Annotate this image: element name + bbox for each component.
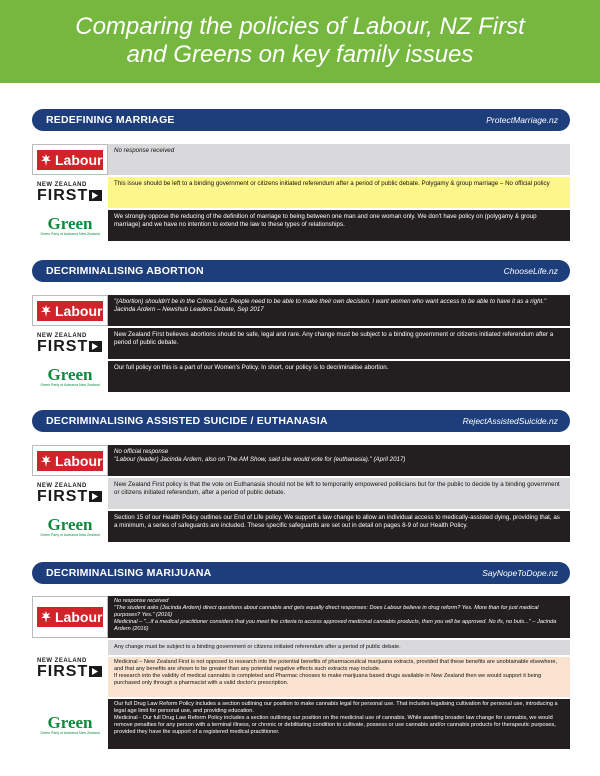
- arrow-icon: [89, 341, 102, 352]
- green-row: [32, 511, 570, 542]
- green-logo: Green Green Party of Aotearoa New Zealand: [40, 365, 100, 387]
- rose-icon: [40, 610, 52, 624]
- page-title-line-1: Comparing the policies of Labour, NZ First: [75, 13, 525, 40]
- section-website: ProtectMarriage.nz: [486, 115, 558, 125]
- section-redefining-marriage: [32, 109, 570, 243]
- section-website: SayNopeToDope.nz: [482, 568, 558, 578]
- nzfirst-row: [32, 177, 570, 208]
- green-logo: Green Green Party of Aotearoa New Zealand: [40, 712, 100, 735]
- section-header: [32, 562, 570, 584]
- labour-row: [32, 144, 570, 175]
- section-decriminalising-abortion: [32, 260, 570, 394]
- nzfirst-response: New Zealand First policy is that the vote on Euthanasia should not be left to temporarily empowered politicians but for the public to decide by a binding government or citizens initiated referendum, after a period of public debate.: [108, 478, 570, 509]
- labour-logo: Labour: [32, 445, 108, 476]
- nzfirst-logo: NEW ZEALAND FIRST: [32, 177, 108, 208]
- section-assisted-suicide: [32, 410, 570, 544]
- nzfirst-row: [32, 328, 570, 359]
- labour-response: No official response "Labour (leader) Jacinda Ardern, also on The AM Show, said she would vote for (euthanasia)." (April 2017): [108, 445, 570, 476]
- green-logo: Green Green Party of Aotearoa New Zealand: [40, 515, 100, 537]
- section-title: DECRIMINALISING ABORTION: [46, 265, 204, 277]
- labour-response: No response received "The student asks (Jacinda Ardern) direct questions about cannabis and gets equally direct responses: Does Labour believe in drug reform? Yes. More than for just medical purposes? Yes." (2016) Medicinal – "...if a medical practitioner considers that you meet the criteria to access approved medicinal cannabis products, then you will be approved. No ifs, no buts..." – Jacinda Ardern (2016): [108, 596, 570, 638]
- labour-row: [32, 295, 570, 326]
- labour-logo: [32, 144, 108, 175]
- section-header: [32, 260, 570, 282]
- nzfirst-logo: NEW ZEALAND FIRST: [32, 478, 108, 509]
- green-response: Our full policy on this is a part of our Women's Policy. In short, our policy is to decriminalise abortion.: [108, 361, 570, 392]
- arrow-icon: [89, 190, 102, 201]
- page-title-line-2: and Greens on key family issues: [126, 41, 474, 68]
- nzfirst-response: This issue should be left to a binding government or citizens initiated referendum after a period of public debate. Polygamy & group marriage – No official policy: [108, 177, 570, 208]
- section-title: DECRIMINALISING MARIJUANA: [46, 567, 212, 579]
- labour-row: [32, 596, 570, 638]
- green-logo: Green Green Party of Aotearoa New Zealand: [40, 214, 100, 236]
- green-response: Our full Drug Law Reform Policy includes a section outlining our position to make cannabis legal for personal use. That includes legalising cultivation for personal use, introducing a legal age limit for personal use, and providing education. Medicinal - Our full Drug Law Reform Policy includes a section outlining our position on the medicinal use of cannabis. While awaiting broader law change for cannabis, we would remove penalties for any person with a terminal illness, or chronic or debilitating condition to cultivate, possess or use cannabis and/or cannabis products for therapeutic purposes, provided they have the support of a registered medical practitioner.: [108, 699, 570, 749]
- labour-response: No response received: [108, 144, 570, 175]
- nzfirst-logo: NEW ZEALAND FIRST: [32, 328, 108, 359]
- arrow-icon: [89, 666, 102, 677]
- nzfirst-logo: NEW ZEALAND FIRST: [32, 640, 108, 697]
- section-header: [32, 109, 570, 131]
- green-response: Section 15 of our Health Policy outlines our End of Life policy. We support a law change to allow an individual access to medically-assisted dying, providing that, as a minimum, a series of safeguards are included. These specific safeguards are set out in detail on pages 8-9 of our Health Policy.: [108, 511, 570, 542]
- labour-logo: Labour: [32, 596, 108, 638]
- section-title: DECRIMINALISING ASSISTED SUICIDE / EUTHANASIA: [46, 415, 328, 427]
- nzfirst-medicinal-response: Medicinal – New Zealand First is not opposed to research into the potential benefits of pharmaceutical marijuana extracts, provided that these benefits are unobtainable elsewhere, and that any benefits are shown to be greater than any potential negative effects such extracts may include. If research into the validity of medical cannabis is completed and Pharmac chooses to make marijuana based drugs available in New Zealand then we would support it being purchased only through a pharmacist with a valid doctor's prescription.: [108, 657, 570, 697]
- labour-logo: Labour: [32, 295, 108, 326]
- labour-logo-text: Labour: [55, 151, 103, 168]
- nzfirst-response: New Zealand First believes abortions should be safe, legal and rare. Any change must be subject to a binding government or citizens initiated referendum after a period of public debate.: [108, 328, 570, 359]
- labour-row: [32, 445, 570, 476]
- arrow-icon: [89, 491, 102, 502]
- green-row: [32, 361, 570, 392]
- green-row: [32, 699, 570, 749]
- page-header: [0, 0, 600, 83]
- rose-icon: [40, 304, 52, 318]
- section-decriminalising-marijuana: [32, 562, 570, 751]
- green-row: [32, 210, 570, 241]
- section-website: RejectAssistedSuicide.nz: [462, 416, 558, 426]
- section-title: REDEFINING MARRIAGE: [46, 114, 175, 126]
- nzfirst-row: [32, 640, 570, 697]
- green-response: We strongly oppose the reducing of the definition of marriage to being between one man and one woman only. We don't have policy on (polygamy & group marriage) and we have no intention to extend the law to these types of relationships.: [108, 210, 570, 241]
- rose-icon: [40, 454, 52, 468]
- section-website: ChooseLife.nz: [503, 266, 558, 276]
- section-header: [32, 410, 570, 432]
- rose-icon: [40, 153, 52, 167]
- labour-response: "(Abortion) shouldn't be in the Crimes Act. People need to be able to make their own decision. I want women who want access to be able to have it as a right." Jacinda Ardern – Newshub Leaders Debate, Sep 2017: [108, 295, 570, 326]
- nzfirst-row: [32, 478, 570, 509]
- nzfirst-response: Any change must be subject to a binding government or citizens initiated referendum after a period of public debate.: [108, 640, 570, 655]
